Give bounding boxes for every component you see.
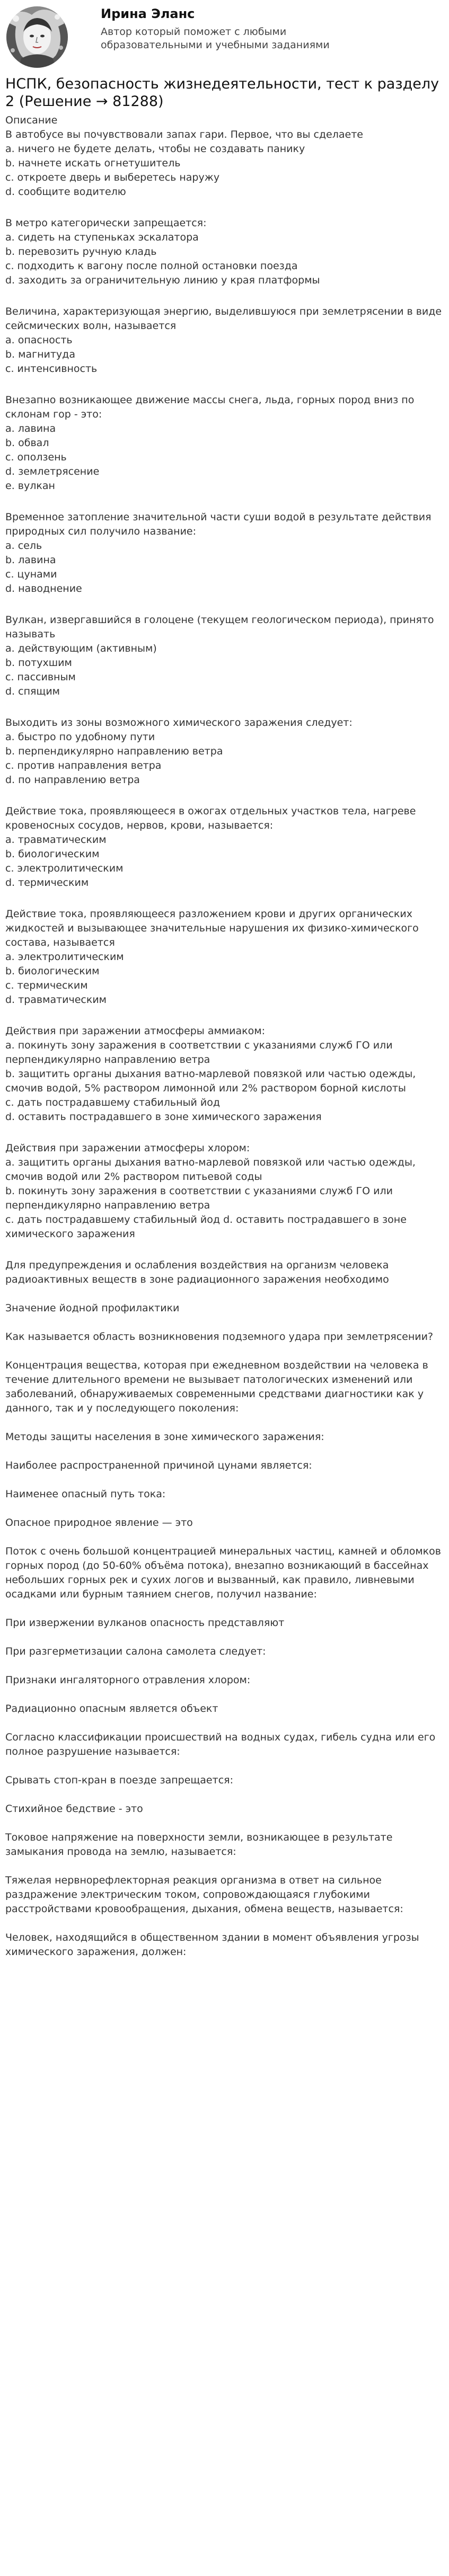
author-name[interactable]: Ирина Эланс [101, 6, 195, 21]
answer-option: a. защитить органы дыхания ватно-марлевой повязкой или частью одежды, смочив водой или 2% раствором питьевой соды [5, 1157, 416, 1183]
answer-option: a. действующим (активным) [5, 643, 157, 654]
answer-option: a. ничего не будете делать, чтобы не создавать панику [5, 143, 305, 155]
question-text: Опасное природное явление — это [5, 1517, 193, 1529]
question-text: В автобусе вы почувствовали запах гари. Первое, что вы сделаете [5, 129, 363, 140]
question-spacer [5, 1816, 444, 1831]
answer-option: d. заходить за ограничительную линию у края платформы [5, 274, 320, 286]
question-text: Наиболее распространенной причиной цунами является: [5, 1460, 312, 1471]
question-item [5, 613, 444, 699]
question-item [5, 1645, 444, 1659]
question-spacer [5, 1602, 444, 1616]
question-item [5, 128, 444, 199]
question-spacer [5, 1502, 444, 1516]
answer-option: a. быстро по удобному пути [5, 731, 155, 743]
answer-option: b. биологическим [5, 848, 100, 860]
answer-option: d. термическим [5, 877, 89, 889]
question-text: Методы защиты населения в зоне химического заражения: [5, 1431, 324, 1443]
answer-option: c. цунами [5, 569, 57, 580]
answer-option: b. покинуть зону заражения в соответствии с указаниями служб ГО или перпендикулярно направлению ветра [5, 1185, 393, 1211]
answer-option: c. термическим [5, 980, 88, 991]
answer-option: a. электролитическим [5, 951, 124, 963]
question-item [5, 1516, 444, 1530]
question-item [5, 1330, 444, 1344]
question-spacer [5, 199, 444, 216]
answer-option: a. травматическим [5, 834, 107, 846]
answer-option: b. биологическим [5, 965, 100, 977]
answer-option: b. потухшим [5, 657, 72, 669]
question-spacer [5, 1687, 444, 1702]
question-spacer [5, 493, 444, 510]
question-text: Согласно классификации происшествий на водных судах, гибель судна или его полное разрушение называется: [5, 1731, 436, 1757]
author-block [5, 5, 444, 69]
question-item [5, 1931, 444, 1959]
question-item [5, 1141, 444, 1241]
question-spacer [5, 1788, 444, 1802]
answer-option: a. лавина [5, 423, 56, 434]
answer-option: c. против направления ветра [5, 760, 162, 771]
answer-option: b. лавина [5, 554, 56, 566]
question-spacer [5, 1416, 444, 1430]
question-spacer [5, 1124, 444, 1141]
question-spacer [5, 1287, 444, 1301]
answer-option: d. травматическим [5, 994, 107, 1006]
question-spacer [5, 1344, 444, 1358]
question-text: Внезапно возникающее движение массы снега, льда, горных пород вниз по склонам гор - это: [5, 394, 415, 420]
question-text: Наименее опасный путь тока: [5, 1488, 166, 1500]
answer-option: c. дать пострадавшему стабильный йод d. оставить пострадавшего в зоне химического заражения [5, 1214, 407, 1240]
question-spacer [5, 1859, 444, 1873]
description-label: Описание [5, 114, 58, 126]
question-text: Срывать стоп-кран в поезде запрещается: [5, 1774, 233, 1786]
question-item [5, 1487, 444, 1502]
question-item [5, 1730, 444, 1759]
question-item [5, 907, 444, 1007]
answer-option: d. по направлению ветра [5, 774, 140, 786]
question-item [5, 1358, 444, 1416]
question-spacer [5, 1007, 444, 1024]
answer-option: d. наводнение [5, 583, 82, 594]
question-item [5, 393, 444, 493]
answer-option: e. вулкан [5, 480, 55, 492]
question-spacer [5, 699, 444, 716]
question-text: При разгерметизации салона самолета следует: [5, 1646, 266, 1657]
question-spacer [5, 787, 444, 804]
author-description: Автор который поможет с любыми образовательными и учебными заданиями [101, 26, 330, 51]
question-item [5, 1773, 444, 1788]
answer-option: b. начнете искать огнетушитель [5, 157, 181, 169]
answer-option: a. сель [5, 540, 42, 552]
question-spacer [5, 1916, 444, 1931]
answer-option: d. землетрясение [5, 466, 100, 477]
avatar-image-icon [5, 5, 69, 69]
question-item [5, 1802, 444, 1816]
page-title: НСПК, безопасность жизнедеятельности, тест к разделу 2 (Решение → 81288) [5, 76, 439, 110]
answer-option: c. оползень [5, 451, 67, 463]
question-spacer [5, 1530, 444, 1544]
question-item [5, 1024, 444, 1124]
answer-option: a. покинуть зону заражения в соответствии с указаниями служб ГО или перпендикулярно направлению ветра [5, 1040, 393, 1065]
answer-option: c. дать пострадавшему стабильный йод [5, 1097, 221, 1108]
question-text: Действия при заражении атмосферы аммиаком: [5, 1025, 265, 1037]
answer-option: b. перевозить ручную кладь [5, 246, 157, 257]
question-text: При извержении вулканов опасность представляют [5, 1617, 285, 1629]
questions-list [5, 128, 444, 1959]
question-item [5, 1459, 444, 1473]
question-text: Концентрация вещества, которая при ежедневном воздействии на человека в течение длительного времени не вызывает патологических изменений или заболеваний, обнаруживаемых современными средствами диагностики как у данного, так и у последующего поколения: [5, 1360, 428, 1414]
question-spacer [5, 1630, 444, 1645]
question-text: Значение йодной профилактики [5, 1302, 180, 1314]
question-spacer [5, 1659, 444, 1673]
question-item [5, 305, 444, 376]
question-spacer [5, 890, 444, 907]
question-text: Действия при заражении атмосферы хлором: [5, 1142, 250, 1154]
answer-option: c. пассивным [5, 671, 76, 683]
answer-option: a. сидеть на ступеньках эскалатора [5, 232, 199, 243]
answer-option: a. опасность [5, 334, 73, 346]
question-item [5, 510, 444, 596]
question-text: Величина, характеризующая энергию, выделившуюся при землетрясении в виде сейсмических волн, называется [5, 306, 442, 332]
question-item [5, 1258, 444, 1287]
question-item [5, 716, 444, 787]
answer-option: d. оставить пострадавшего в зоне химического заражения [5, 1111, 322, 1123]
question-spacer [5, 596, 444, 613]
question-text: Человек, находящийся в общественном здании в момент объявления угрозы химического заражения, должен: [5, 1932, 419, 1958]
answer-option: b. обвал [5, 437, 49, 449]
question-spacer [5, 376, 444, 393]
question-text: Действие тока, проявляющееся разложением крови и других органических жидкостей и вызывающее значительные нарушения их физико-химического состава, называется [5, 908, 419, 948]
question-text: Как называется область возникновения подземного удара при землетрясении? [5, 1331, 434, 1343]
question-text: Тяжелая нервнорефлекторная реакция организма в ответ на сильное раздражение электрическим током, сопровождающаяся глубокими расстройствами кровообращения, дыхания, обмена веществ, называется: [5, 1875, 403, 1915]
question-item [5, 1616, 444, 1630]
question-spacer [5, 288, 444, 305]
question-text: Для предупреждения и ослабления воздействия на организм человека радиоактивных веществ в зоне радиационного заражения необходимо [5, 1259, 389, 1285]
question-item [5, 1702, 444, 1716]
question-text: Вулкан, извергавшийся в голоцене (текущем геологическом периода), принято называть [5, 614, 434, 640]
question-text: Стихийное бедствие - это [5, 1803, 143, 1815]
question-item [5, 1831, 444, 1859]
answer-option: d. сообщите водителю [5, 186, 126, 198]
answer-option: c. подходить к вагону после полной остановки поезда [5, 260, 298, 272]
question-spacer [5, 1473, 444, 1487]
question-item [5, 216, 444, 288]
question-text: Временное затопление значительной части суши водой в результате действия природных сил получило название: [5, 511, 432, 537]
question-spacer [5, 1759, 444, 1773]
question-spacer [5, 1241, 444, 1258]
question-spacer [5, 1444, 444, 1459]
question-spacer [5, 1316, 444, 1330]
question-item [5, 1673, 444, 1687]
question-item [5, 1544, 444, 1602]
answer-option: c. электролитическим [5, 863, 124, 874]
question-text: Радиационно опасным является объект [5, 1703, 218, 1715]
question-item [5, 1430, 444, 1444]
question-text: Выходить из зоны возможного химического заражения следует: [5, 717, 353, 729]
question-spacer [5, 1716, 444, 1730]
question-text: Действие тока, проявляющееся в ожогах отдельных участков тела, нагреве кровеносных сосудов, нервов, крови, называется: [5, 805, 416, 831]
answer-option: c. интенсивность [5, 363, 98, 375]
question-text: Признаки ингаляторного отравления хлором: [5, 1674, 251, 1686]
author-avatar[interactable] [5, 5, 85, 69]
question-text: Токовое напряжение на поверхности земли, возникающее в результате замыкания провода на землю, называется: [5, 1832, 393, 1858]
answer-option: c. откроете дверь и выберетесь наружу [5, 172, 220, 183]
question-item [5, 1301, 444, 1316]
answer-option: b. перпендикулярно направлению ветра [5, 745, 223, 757]
question-text: Поток с очень большой концентрацией минеральных частиц, камней и обломков горных пород (до 50-60% объёма потока), внезапно возникающий в бассейнах небольших горных рек и сухих логов и вызванный, как правило, ливневыми осадками или бурным таянием снегов, получил название: [5, 1545, 441, 1600]
answer-option: b. защитить органы дыхания ватно-марлевой повязкой или частью одежды, смочив водой, 5% раствором лимонной или 2% раствором борной кислоты [5, 1068, 416, 1094]
answer-option: d. спящим [5, 686, 60, 697]
question-item [5, 1873, 444, 1916]
question-item [5, 804, 444, 890]
question-text: В метро категорически запрещается: [5, 217, 207, 229]
answer-option: b. магнитуда [5, 349, 75, 360]
